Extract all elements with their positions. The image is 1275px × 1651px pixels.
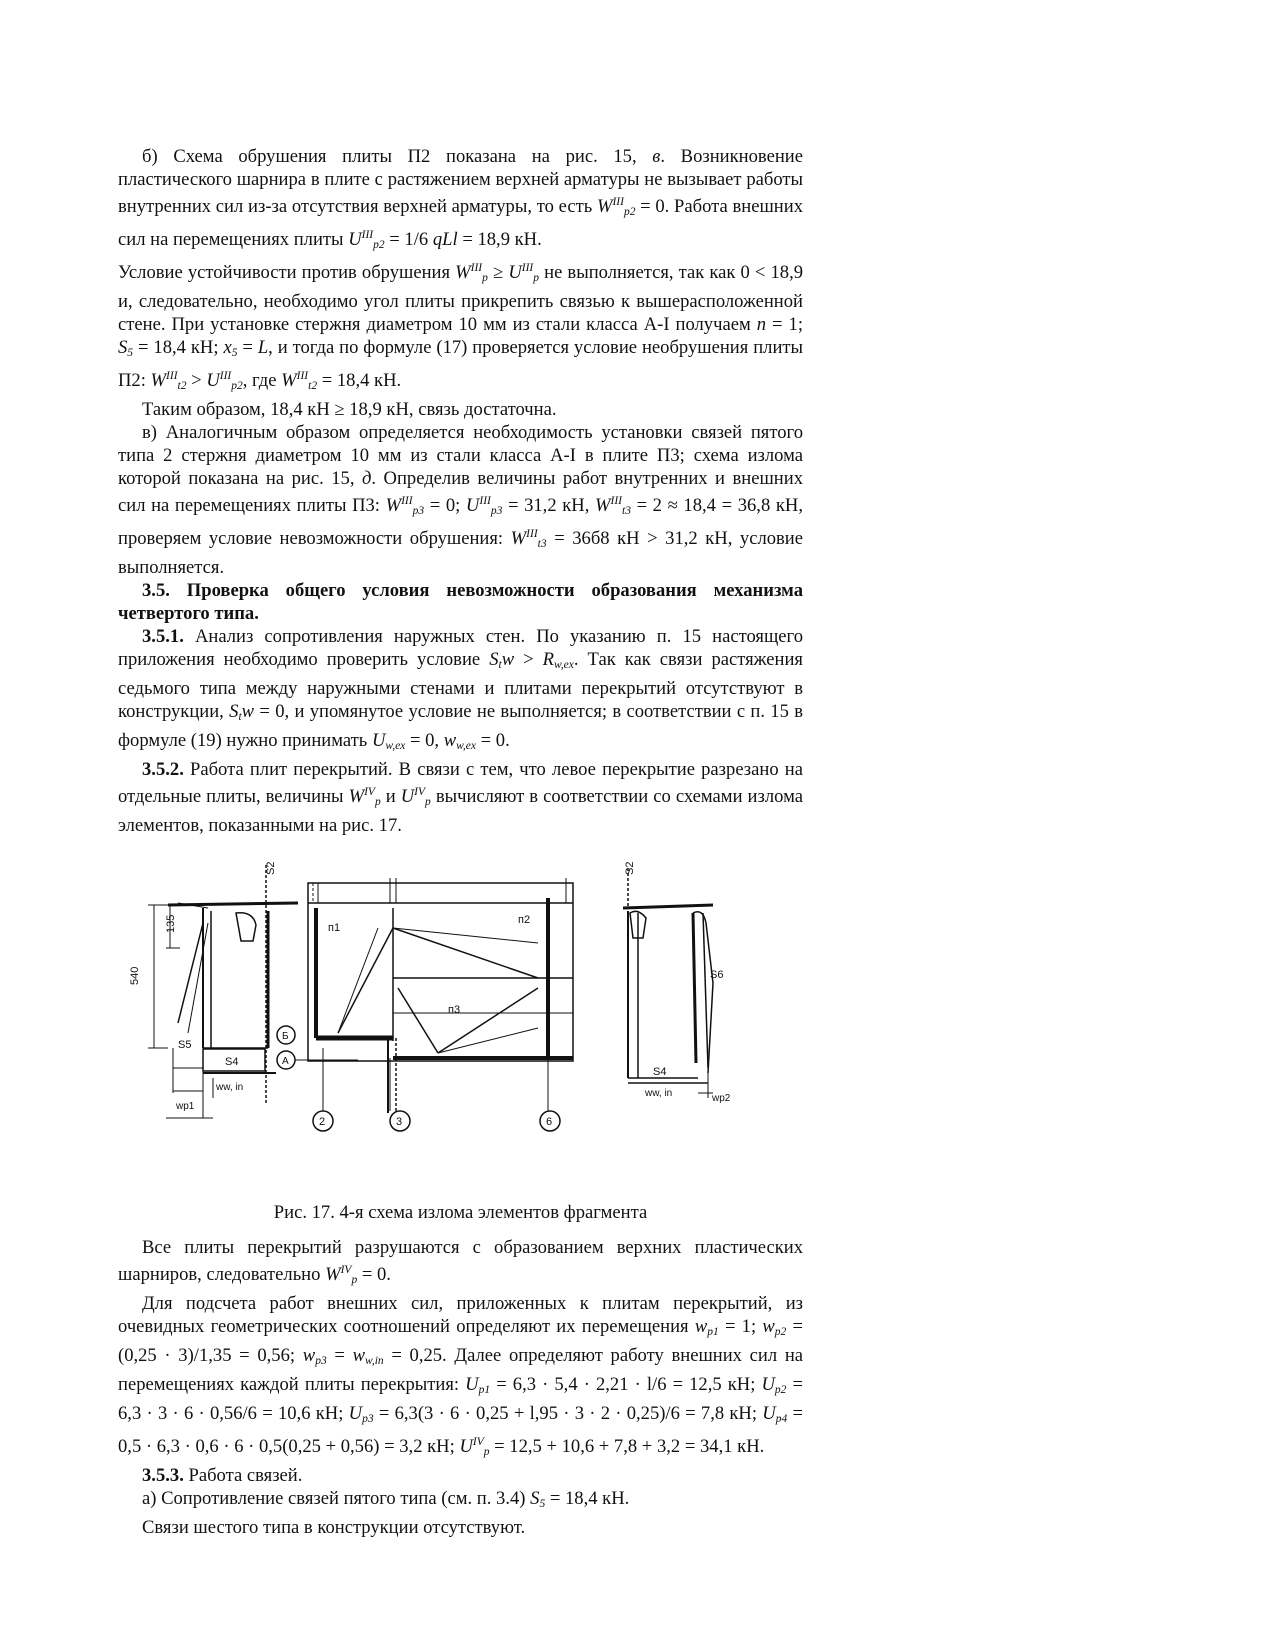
slab-p3-label: п3 xyxy=(448,1004,461,1016)
paragraph-3-5-2: 3.5.2. Работа плит перекрытий. В связи с тем, что левое перекрытие разрезано на отдельные плиты, величины $W^{IV}_p$ и $U^{IV}_p$ вычисляют в соответствии со схемами излома элементов, показанными на рис. 17. xyxy=(118,759,803,836)
wwin-right-label: ww, in xyxy=(645,1088,673,1099)
s6-label: S6 xyxy=(710,969,724,981)
paragraph-stability: Условие устойчивости против обрушения $W^{III}_p \ge U^{III}_p$ не выполняется, так как 0 < 18,9 и, следовательно, необходимо угол плиты прикрепить связью к вышерасположенной стене. При установке стержня диаметром 10 мм из стали класса А-I получаем n = 1; $S_5 = 18,4$ кН; $x_5 = L$, и тогда по формуле (17) проверяется условие необрушения плиты П2: $W^{III}_{t2} > U^{III}_{p2}$, где $W^{III}_{t2} = 18,4$ кН. xyxy=(118,262,804,392)
paragraph-external-work: Для подсчета работ внешних сил, приложенных к плитам перекрытий, из очевидных геометрических соотношений определяют их перемещения $w_{p1} = 1$; $w_{p2} = (0,25 \cdot 3)/1,35 = 0,56$; $w_{p3} = w_{w,in} = 0,25$. Далее определяют работу внешних сил на перемещениях каждой плиты перекрытия: $U_{p1} = 6,3 \cdot 5,4 \cdot 2,21 \cdot l/6 = 12,5$ кН; $U_{p2} = 6,3 \cdot 3 \cdot 6 \cdot 0,56/6 = 10,6$ кН; $U_{p3} = 6,3(3 \cdot 6 \cdot 0,25 + l,95 \cdot 3 \cdot 2 \cdot 0,25)/6 = 7,8$ кН; $U_{p4} = 0,5 \cdot 6,3 \cdot 0,6 \cdot 6 \cdot 0,5(0,25 + 0,56) = 3,2$ кН; $U^{IV}_p = 12,5 + 10,6 + 7,8 + 3,2 = 34,1$ кН. xyxy=(118,1293,804,1458)
document-page xyxy=(118,145,803,1539)
s2-left-label: S2 xyxy=(265,861,277,875)
s5-label: S5 xyxy=(178,1039,192,1051)
paragraph-v: в) Аналогичным образом определяется необходимость установки связей пятого типа 2 стержня диаметром 10 мм из стали класса А-I в плите П3; схема излома которой показана на рис. 15, д. Определив величины работ внутренних и внешних сил на перемещениях плиты П3: $W^{III}_{p3} = 0$; $U^{III}_{p3} = 31,2$ кН, $W^{III}_{t3} = 2 \approx 18,4 = 36,8$ кН, проверяем условие невозможности обрушения: $W^{III}_{t3} = 36б8$ кН > 31,2 кН, условие выполняется. xyxy=(118,422,804,578)
dim-540-label: 540 xyxy=(129,966,141,985)
paragraph-3-5-3: 3.5.3. Работа связей. xyxy=(142,1465,303,1486)
slab-p1-label: п1 xyxy=(328,922,341,934)
fracture-scheme-drawing xyxy=(118,853,803,1193)
axis-A-label: А xyxy=(282,1056,289,1067)
axis-6-label: 6 xyxy=(546,1116,553,1128)
section-heading-3-5: 3.5. Проверка общего условия невозможности образования механизма четвертого типа. xyxy=(118,580,803,624)
wwin-left-label: ww, in xyxy=(216,1082,244,1093)
dim-135-label: 135 xyxy=(165,914,177,933)
wp2-label: wp2 xyxy=(712,1093,731,1104)
paragraph-3-5-1: 3.5.1. Анализ сопротивления наружных стен. По указанию п. 15 настоящего приложения необходимо проверить условие $S_tw > R_{w,ex}$. Так как связи растяжения седьмого типа между наружными стенами и плитами перекрытий отсутствуют в конструкции, $S_tw = 0$, и упомянутое условие не выполняется; в соответствии с п. 15 в формуле (19) нужно принимать $U_{w,ex} = 0$, $w_{w,ex} = 0$. xyxy=(118,626,803,752)
s2-right-label: S2 xyxy=(624,861,636,875)
s4-right-label: S4 xyxy=(653,1066,667,1078)
center-slab-section xyxy=(308,878,573,1113)
wp1-label: wp1 xyxy=(176,1101,195,1112)
slab-p2-label: п2 xyxy=(518,914,531,926)
s4-left-label: S4 xyxy=(225,1056,239,1068)
paragraph-b: б) Схема обрушения плиты П2 показана на рис. 15, в. Возникновение пластического шарнира в плите с растяжением верхней арматуры не вызывает работы внутренних сил из-за отсутствия верхней арматуры, то есть $W^{III}_{p2} = 0$. Работа внешних сил на перемещениях плиты $U^{III}_{p2} = 1/6$ qLl = 18,9 кН. xyxy=(118,146,804,251)
paragraph-all-slabs: Все плиты перекрытий разрушаются с образованием верхних пластических шарниров, следовательно $W^{IV}_p = 0$. xyxy=(118,1237,803,1286)
left-wall-section xyxy=(148,865,298,1118)
axis-3-label: 3 xyxy=(396,1116,403,1128)
paragraph-conclusion: Таким образом, 18,4 кН ≥ 18,9 кН, связь достаточна. xyxy=(142,399,557,420)
figure-17-diagram xyxy=(118,853,803,1193)
axis-B-label: Б xyxy=(282,1031,289,1042)
figure-caption: Рис. 17. 4-я схема излома элементов фрагмента xyxy=(273,1202,648,1223)
paragraph-a-ties: а) Сопротивление связей пятого типа (см. п. 3.4) $S_5 = 18,4$ кН. xyxy=(142,1488,630,1510)
paragraph-sixth-type: Связи шестого типа в конструкции отсутствуют. xyxy=(142,1517,526,1538)
axis-2-label: 2 xyxy=(319,1116,326,1128)
right-wall-section xyxy=(623,868,713,1098)
